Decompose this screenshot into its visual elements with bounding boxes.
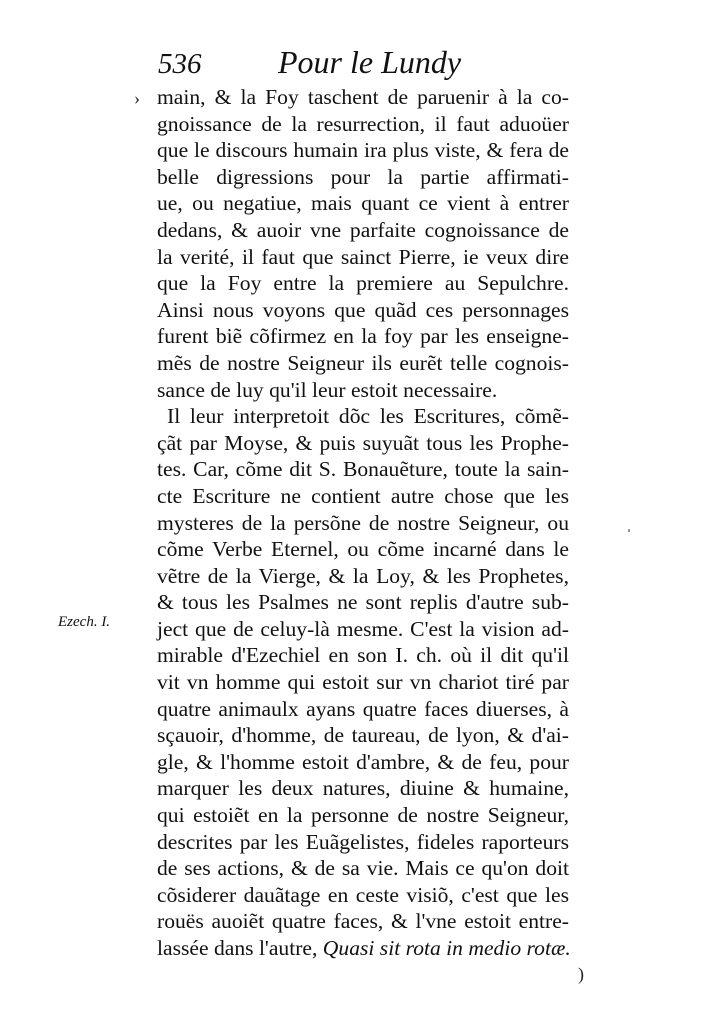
text-line: belle digressions pour la partie affirmati- [157, 164, 569, 189]
text-line: de ses actions, & de sa vie. Mais ce qu'on doit [157, 856, 569, 881]
latin-quote: Quasi sit rota in medio rotæ. [322, 936, 571, 960]
margin-note: Ezech. I. [58, 614, 111, 630]
text-line: gnoissance de la resurrection, il faut aduoüer [157, 111, 569, 136]
text-line-final [157, 935, 569, 962]
text-line: gle, & l'homme estoit d'ambre, & de feu, pour [157, 749, 569, 774]
text-line: cõme Verbe Eternel, ou cõme incarné dans le [157, 537, 569, 562]
text-line: cõsiderer dauãtage en ceste visiõ, c'est que les [157, 882, 569, 907]
text-line: main, & la Foy taschent de paruenir à la co- [157, 85, 569, 109]
page-mark: ) [578, 964, 584, 984]
text-line: lassée dans l'autre, [157, 936, 318, 960]
text-line: ue, ou negatiue, mais quant ce vient à entrer [157, 191, 569, 216]
text-line: quatre animaulx ayans quatre faces diuerses, à [157, 696, 569, 721]
text-line: la verité, il faut que sainct Pierre, ie veux dire [157, 244, 569, 269]
text-line: mẽs de nostre Seigneur ils eurẽt telle cognois- [157, 350, 569, 375]
text-line: ject que de celuy-là mesme. C'est la vision ad- [157, 616, 569, 641]
margin-mark: ˌ [626, 512, 632, 532]
text-line: vit vn homme qui estoit sur vn chariot tiré par [157, 670, 569, 695]
running-title: Pour le Lundy [278, 44, 462, 80]
body-text [157, 84, 569, 962]
page-number: 536 [158, 48, 202, 80]
text-line: furent biẽ cõfirmez en la foy par les enseigne- [157, 324, 569, 349]
text-line: rouës auoiẽt quatre faces, & l'vne estoit entre- [157, 909, 569, 934]
text-line: qui estoiẽt en la personne de nostre Seigneur, [157, 803, 569, 828]
text-line: çãt par Moyse, & puis suyuãt tous les Prophe- [157, 430, 569, 455]
text-line: que le discours humain ira plus viste, & fera de [157, 138, 569, 163]
page-header [158, 42, 570, 82]
text-line: mirable d'Ezechiel en son I. ch. où il dit qu'il [157, 643, 569, 668]
margin-mark: › [134, 88, 140, 108]
text-line: que la Foy entre la premiere au Sepulchre. [157, 271, 569, 296]
text-line: dedans, & auoir vne parfaite cognoissance de [157, 217, 569, 242]
text-line: descrites par les Euãgelistes, fideles raporteurs [157, 829, 569, 854]
text-line: Ainsi nous voyons que quãd ces personnages [157, 297, 569, 322]
text-line: sçauoir, d'homme, de taureau, de lyon, & d'ai- [157, 723, 569, 748]
text-line: vẽtre de la Vierge, & la Loy, & les Prophetes, [157, 563, 569, 588]
text-line: sance de luy qu'il leur estoit necessaire. [157, 377, 498, 402]
text-line: marquer les deux natures, diuine & humaine, [157, 776, 569, 801]
text-line: tes. Car, cõme dit S. Bonauẽture, toute la sain- [157, 457, 569, 482]
text-line: & tous les Psalmes ne sont replis d'autre sub- [157, 590, 569, 615]
text-line: Il leur interpretoit dõc les Escritures, cõmẽ- [167, 404, 569, 429]
text-line: mysteres de la persõne de nostre Seigneur, ou [157, 510, 569, 535]
text-line: cte Escriture ne contient autre chose que les [157, 483, 569, 508]
